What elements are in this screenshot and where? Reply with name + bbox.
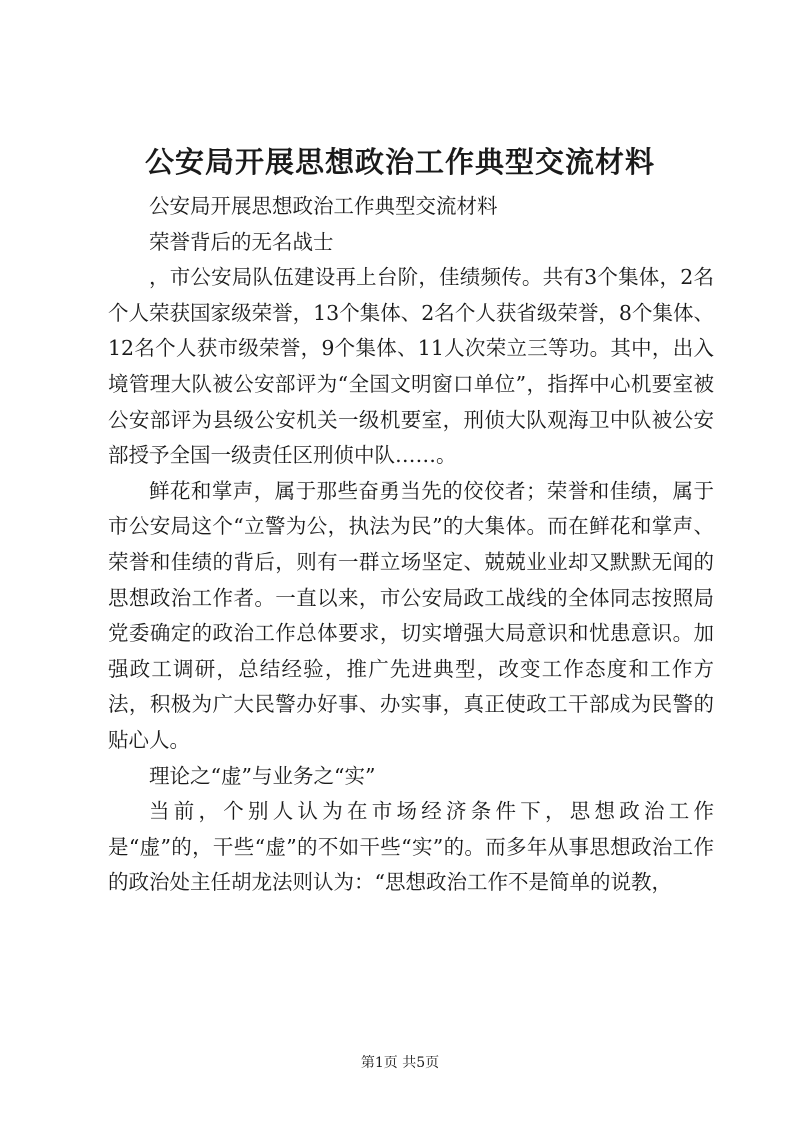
section-heading-theory: 理论之“虚”与业务之“实” <box>149 763 376 788</box>
paragraph-current-views: 当前，个别人认为在市场经济条件下，思想政治工作是“虚”的，干些“虚”的不如干些“实”的。而多年从事思想政治工作的政治处主任胡龙法则认为：“思想政治工作不是简单的说教， <box>108 799 714 895</box>
document-title: 公安局开展思想政治工作典型交流材料 <box>144 145 655 179</box>
paragraph-political-workers: 鲜花和掌声，属于那些奋勇当先的佼佼者；荣誉和佳绩，属于市公安局这个“立警为公，执法为民”的大集体。而在鲜花和掌声、荣誉和佳绩的背后，则有一群立场坚定、兢兢业业却又默默无闻的思想政治工作者。一直以来，市公安局政工战线的全体同志按照局党委确定的政治工作总体要求，切实增强大局意识和忧患意识。加强政工调研，总结经验，推广先进典型，改变工作态度和工作方法，积极为广大民警办好事、办实事，真正使政工干部成为民警的贴心人。 <box>108 478 714 752</box>
section-heading-honor: 荣誉背后的无名战士 <box>149 229 334 254</box>
paragraph-achievements: ，市公安局队伍建设再上台阶，佳绩频传。共有3个集体，2名个人荣获国家级荣誉，13个集体、2名个人获省级荣誉，8个集体、12名个人获市级荣誉，9个集体、11人次荣立三等功。其中，出入境管理大队被公安部评为“全国文明窗口单位”，指挥中心机要室被公安部评为县级公安机关一级机要室，刑侦大队观海卫中队被公安部授予全国一级责任区刑侦中队……。 <box>108 265 714 468</box>
subtitle-paragraph: 公安局开展思想政治工作典型交流材料 <box>149 194 498 218</box>
page-number-footer: 第1页 共5页 <box>360 1055 440 1071</box>
document-body <box>108 189 714 901</box>
